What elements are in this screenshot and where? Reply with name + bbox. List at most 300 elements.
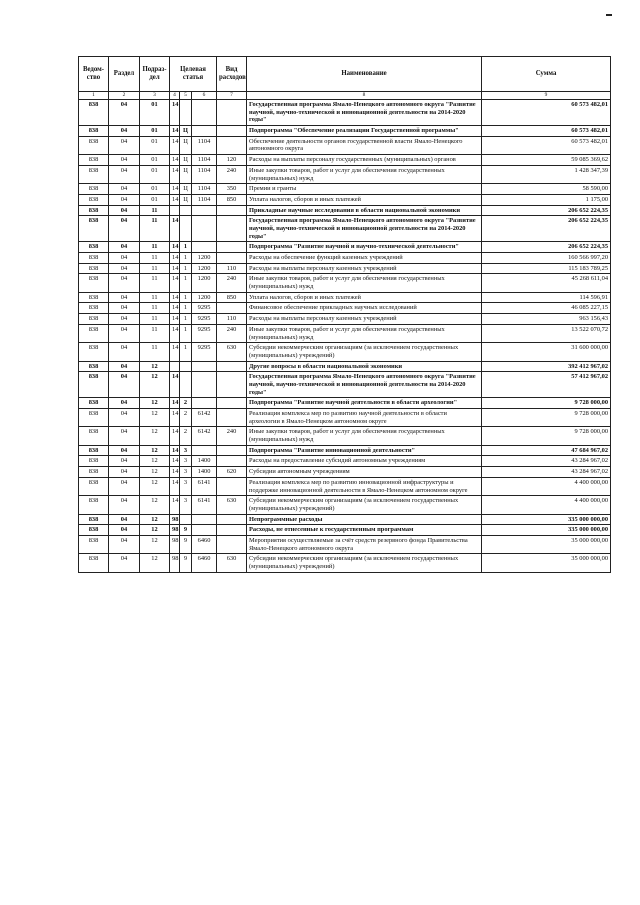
item-sum: 392 412 967,02 <box>482 361 611 372</box>
subprogram-code: Ц <box>180 165 192 183</box>
table-row <box>79 314 611 325</box>
item-name: Расходы на выплаты персоналу государственных (муниципальных) органов <box>247 155 482 166</box>
expense-type-code: 240 <box>217 165 247 183</box>
department-code: 838 <box>79 292 109 303</box>
program-code: 14 <box>170 409 180 427</box>
program-code: 98 <box>170 554 180 572</box>
subsection-code: 01 <box>140 184 170 195</box>
item-name: Уплата налогов, сборов и иных платежей <box>247 292 482 303</box>
department-code: 838 <box>79 136 109 154</box>
item-name: Субсидии некоммерческим организациям (за исключением государственных (муниципальных) учреждений) <box>247 554 482 572</box>
department-code: 838 <box>79 324 109 342</box>
subprogram-code: 9 <box>180 554 192 572</box>
header-subsection: Подраз-дел <box>140 57 170 92</box>
subsection-code: 11 <box>140 216 170 242</box>
table-row <box>79 216 611 242</box>
item-sum: 160 566 997,20 <box>482 253 611 264</box>
department-code: 838 <box>79 165 109 183</box>
item-name: Премии и гранты <box>247 184 482 195</box>
table-row <box>79 303 611 314</box>
subprogram-code <box>180 361 192 372</box>
section-code: 04 <box>109 525 140 536</box>
subprogram-code: 2 <box>180 398 192 409</box>
section-code: 04 <box>109 398 140 409</box>
department-code: 838 <box>79 535 109 553</box>
subprogram-code <box>180 205 192 216</box>
table-row <box>79 324 611 342</box>
expense-type-code: 850 <box>217 292 247 303</box>
table-row <box>79 126 611 137</box>
subsection-code: 12 <box>140 525 170 536</box>
program-code: 14 <box>170 303 180 314</box>
program-code: 14 <box>170 136 180 154</box>
item-name: Субсидии некоммерческим организациям (за исключением государственных (муниципальных) учреждений) <box>247 343 482 361</box>
expense-type-code: 350 <box>217 184 247 195</box>
section-code: 04 <box>109 194 140 205</box>
program-code: 14 <box>170 165 180 183</box>
item-sum: 35 000 000,00 <box>482 554 611 572</box>
expense-type-code <box>217 477 247 495</box>
table-row <box>79 253 611 264</box>
subprogram-code <box>180 216 192 242</box>
item-sum: 43 284 967,02 <box>482 456 611 467</box>
program-code: 98 <box>170 514 180 525</box>
subsection-code: 01 <box>140 126 170 137</box>
table-row <box>79 535 611 553</box>
department-code: 838 <box>79 155 109 166</box>
table-body <box>79 100 611 573</box>
expense-type-code <box>217 205 247 216</box>
subprogram-code: 3 <box>180 477 192 495</box>
item-name: Подпрограмма "Обеспечение реализации Государственной программы" <box>247 126 482 137</box>
department-code: 838 <box>79 205 109 216</box>
program-code: 14 <box>170 184 180 195</box>
item-name: Финансовое обеспечение прикладных научных исследований <box>247 303 482 314</box>
subprogram-code: 1 <box>180 292 192 303</box>
subsection-code: 12 <box>140 535 170 553</box>
item-name: Прикладные научные исследования в области национальной экономики <box>247 205 482 216</box>
expense-type-code <box>217 409 247 427</box>
section-code: 04 <box>109 303 140 314</box>
subprogram-code <box>180 100 192 126</box>
column-number: 6 <box>192 92 217 100</box>
expense-type-code <box>217 303 247 314</box>
article-code: 9295 <box>192 314 217 325</box>
department-code: 838 <box>79 314 109 325</box>
expense-type-code: 630 <box>217 343 247 361</box>
section-code: 04 <box>109 126 140 137</box>
section-code: 04 <box>109 274 140 292</box>
item-sum: 335 000 000,00 <box>482 525 611 536</box>
table-row <box>79 361 611 372</box>
item-name: Непрограммные расходы <box>247 514 482 525</box>
column-number: 1 <box>79 92 109 100</box>
article-code: 1200 <box>192 274 217 292</box>
subprogram-code: Ц <box>180 155 192 166</box>
item-name: Расходы на предоставление субсидий автономным учреждениям <box>247 456 482 467</box>
subsection-code: 11 <box>140 274 170 292</box>
program-code: 98 <box>170 525 180 536</box>
expense-type-code <box>217 535 247 553</box>
department-code: 838 <box>79 372 109 398</box>
department-code: 838 <box>79 253 109 264</box>
subsection-code: 01 <box>140 136 170 154</box>
article-code: 6460 <box>192 535 217 553</box>
subprogram-code: 1 <box>180 263 192 274</box>
article-code <box>192 372 217 398</box>
item-sum: 46 085 227,15 <box>482 303 611 314</box>
expense-type-code <box>217 242 247 253</box>
article-code: 1104 <box>192 165 217 183</box>
subsection-code: 12 <box>140 554 170 572</box>
expense-type-code <box>217 372 247 398</box>
program-code: 14 <box>170 398 180 409</box>
article-code: 6141 <box>192 496 217 514</box>
item-sum: 57 412 967,02 <box>482 372 611 398</box>
section-code: 04 <box>109 361 140 372</box>
expense-type-code: 240 <box>217 274 247 292</box>
subsection-code: 12 <box>140 514 170 525</box>
item-name: Расходы, не отнесенные к государственным программам <box>247 525 482 536</box>
table-row <box>79 155 611 166</box>
program-code <box>170 205 180 216</box>
table-row <box>79 205 611 216</box>
section-code: 04 <box>109 100 140 126</box>
subsection-code: 12 <box>140 372 170 398</box>
program-code: 14 <box>170 314 180 325</box>
expense-type-code: 240 <box>217 324 247 342</box>
item-name: Уплата налогов, сборов и иных платежей <box>247 194 482 205</box>
subsection-code: 12 <box>140 409 170 427</box>
expense-type-code <box>217 525 247 536</box>
subprogram-code: 9 <box>180 535 192 553</box>
expense-type-code <box>217 445 247 456</box>
section-code: 04 <box>109 496 140 514</box>
table-row <box>79 136 611 154</box>
table-row <box>79 456 611 467</box>
subsection-code: 11 <box>140 253 170 264</box>
expense-type-code <box>217 126 247 137</box>
item-sum: 13 522 070,72 <box>482 324 611 342</box>
subprogram-code: 2 <box>180 409 192 427</box>
article-code <box>192 100 217 126</box>
section-code: 04 <box>109 343 140 361</box>
item-name: Субсидии автономным учреждениям <box>247 467 482 478</box>
program-code: 14 <box>170 263 180 274</box>
item-name: Подпрограмма "Развитие инновационной деятельности" <box>247 445 482 456</box>
article-code: 1400 <box>192 456 217 467</box>
expense-type-code: 630 <box>217 496 247 514</box>
item-sum: 963 156,43 <box>482 314 611 325</box>
department-code: 838 <box>79 216 109 242</box>
department-code: 838 <box>79 398 109 409</box>
item-sum: 1 175,00 <box>482 194 611 205</box>
column-number: 7 <box>217 92 247 100</box>
column-number: 8 <box>247 92 482 100</box>
item-name: Иные закупки товаров, работ и услуг для обеспечения государственных (муниципальных) нужд <box>247 274 482 292</box>
table-row <box>79 525 611 536</box>
item-name: Другие вопросы в области национальной экономики <box>247 361 482 372</box>
expense-type-code <box>217 253 247 264</box>
table-row <box>79 194 611 205</box>
subprogram-code: 3 <box>180 467 192 478</box>
subsection-code: 12 <box>140 477 170 495</box>
table-row <box>79 100 611 126</box>
table-row <box>79 184 611 195</box>
subprogram-code: Ц <box>180 126 192 137</box>
section-code: 04 <box>109 205 140 216</box>
program-code: 14 <box>170 467 180 478</box>
expense-type-code: 110 <box>217 263 247 274</box>
article-code <box>192 242 217 253</box>
subsection-code: 01 <box>140 155 170 166</box>
article-code: 1200 <box>192 263 217 274</box>
item-name: Иные закупки товаров, работ и услуг для обеспечения государственных (муниципальных) нужд <box>247 427 482 445</box>
department-code: 838 <box>79 126 109 137</box>
article-code <box>192 126 217 137</box>
table-row <box>79 263 611 274</box>
department-code: 838 <box>79 409 109 427</box>
department-code: 838 <box>79 496 109 514</box>
item-name: Государственная программа Ямало-Ненецкого автономного округа "Развитие научной, научно-технической и инновационной деятельности на 2014-2020 годы" <box>247 216 482 242</box>
table-row <box>79 292 611 303</box>
department-code: 838 <box>79 456 109 467</box>
header-expense-type: Вид расходов <box>217 57 247 92</box>
department-code: 838 <box>79 274 109 292</box>
table-row <box>79 496 611 514</box>
table-row <box>79 242 611 253</box>
item-name: Государственная программа Ямало-Ненецкого автономного округа "Развитие научной, научно-технической и инновационной деятельности на 2014-2020 годы" <box>247 372 482 398</box>
item-name: Подпрограмма "Развитие научной деятельности в области археологии" <box>247 398 482 409</box>
item-sum: 9 728 000,00 <box>482 398 611 409</box>
item-name: Мероприятия осуществляемые за счёт средств резервного фонда Правительства Ямало-Ненецкого автономного округа <box>247 535 482 553</box>
subsection-code: 12 <box>140 467 170 478</box>
article-code: 6460 <box>192 554 217 572</box>
department-code: 838 <box>79 194 109 205</box>
program-code: 14 <box>170 155 180 166</box>
department-code: 838 <box>79 554 109 572</box>
article-code: 1104 <box>192 136 217 154</box>
section-code: 04 <box>109 372 140 398</box>
section-code: 04 <box>109 445 140 456</box>
item-name: Иные закупки товаров, работ и услуг для обеспечения государственных (муниципальных) нужд <box>247 165 482 183</box>
item-sum: 335 000 000,00 <box>482 514 611 525</box>
table-row <box>79 343 611 361</box>
article-code: 9295 <box>192 303 217 314</box>
column-number: 9 <box>482 92 611 100</box>
column-number: 3 <box>140 92 170 100</box>
section-code: 04 <box>109 165 140 183</box>
subprogram-code: 3 <box>180 445 192 456</box>
article-code <box>192 205 217 216</box>
subprogram-code: 9 <box>180 525 192 536</box>
item-sum: 4 400 000,00 <box>482 477 611 495</box>
expense-type-code: 630 <box>217 554 247 572</box>
department-code: 838 <box>79 514 109 525</box>
item-sum: 60 573 482,01 <box>482 136 611 154</box>
article-code <box>192 361 217 372</box>
item-sum: 31 600 000,00 <box>482 343 611 361</box>
section-code: 04 <box>109 292 140 303</box>
subprogram-code: 1 <box>180 314 192 325</box>
subsection-code: 12 <box>140 361 170 372</box>
table-row <box>79 477 611 495</box>
item-name: Обеспечение деятельности органов государственной власти Ямало-Ненецкого автономного округа <box>247 136 482 154</box>
item-sum: 45 268 611,04 <box>482 274 611 292</box>
item-sum: 35 000 000,00 <box>482 535 611 553</box>
article-code: 1400 <box>192 467 217 478</box>
table-row <box>79 554 611 572</box>
item-name: Субсидии некоммерческим организациям (за исключением государственных (муниципальных) учреждений) <box>247 496 482 514</box>
item-name: Реализация комплекса мер по развитию научной деятельности в области археологии в Ямало-Ненецком автономном округе <box>247 409 482 427</box>
item-sum: 9 728 000,00 <box>482 409 611 427</box>
department-code: 838 <box>79 445 109 456</box>
section-code: 04 <box>109 554 140 572</box>
item-name: Расходы на обеспечение функций казенных учреждений <box>247 253 482 264</box>
column-number: 5 <box>180 92 192 100</box>
section-code: 04 <box>109 155 140 166</box>
program-code: 14 <box>170 477 180 495</box>
table-row <box>79 427 611 445</box>
subsection-code: 12 <box>140 445 170 456</box>
section-code: 04 <box>109 136 140 154</box>
section-code: 04 <box>109 253 140 264</box>
section-code: 04 <box>109 456 140 467</box>
program-code: 14 <box>170 292 180 303</box>
program-code: 14 <box>170 216 180 242</box>
table-row <box>79 398 611 409</box>
expense-type-code <box>217 361 247 372</box>
subprogram-code: 1 <box>180 242 192 253</box>
section-code: 04 <box>109 314 140 325</box>
item-sum: 9 728 000,00 <box>482 427 611 445</box>
item-sum: 4 400 000,00 <box>482 496 611 514</box>
section-code: 04 <box>109 409 140 427</box>
subsection-code: 01 <box>140 165 170 183</box>
item-sum: 206 652 224,35 <box>482 216 611 242</box>
table-row <box>79 409 611 427</box>
department-code: 838 <box>79 184 109 195</box>
expense-type-code: 240 <box>217 427 247 445</box>
article-code: 1200 <box>192 253 217 264</box>
column-number: 2 <box>109 92 140 100</box>
subsection-code: 11 <box>140 343 170 361</box>
item-sum: 206 652 224,35 <box>482 205 611 216</box>
program-code: 14 <box>170 126 180 137</box>
section-code: 04 <box>109 242 140 253</box>
item-sum: 60 573 482,01 <box>482 100 611 126</box>
table-row <box>79 514 611 525</box>
subprogram-code: 1 <box>180 274 192 292</box>
section-code: 04 <box>109 184 140 195</box>
header-department: Ведом-ство <box>79 57 109 92</box>
subsection-code: 11 <box>140 263 170 274</box>
section-code: 04 <box>109 467 140 478</box>
item-sum: 115 183 789,25 <box>482 263 611 274</box>
table-row <box>79 165 611 183</box>
subsection-code: 11 <box>140 324 170 342</box>
article-code: 1104 <box>192 194 217 205</box>
article-code <box>192 445 217 456</box>
program-code: 14 <box>170 427 180 445</box>
section-code: 04 <box>109 477 140 495</box>
subsection-code: 01 <box>140 194 170 205</box>
department-code: 838 <box>79 343 109 361</box>
item-sum: 43 284 967,02 <box>482 467 611 478</box>
article-code: 1104 <box>192 184 217 195</box>
section-code: 04 <box>109 535 140 553</box>
item-sum: 58 590,00 <box>482 184 611 195</box>
item-sum: 59 085 369,62 <box>482 155 611 166</box>
article-code: 9295 <box>192 324 217 342</box>
department-code: 838 <box>79 242 109 253</box>
table-row <box>79 467 611 478</box>
subprogram-code: 1 <box>180 343 192 361</box>
department-code: 838 <box>79 303 109 314</box>
item-name: Подпрограмма "Развитие научной и научно-технической деятельности" <box>247 242 482 253</box>
item-sum: 60 573 482,01 <box>482 126 611 137</box>
section-code: 04 <box>109 263 140 274</box>
subprogram-code: Ц <box>180 194 192 205</box>
department-code: 838 <box>79 263 109 274</box>
expense-type-code: 110 <box>217 314 247 325</box>
article-code: 1200 <box>192 292 217 303</box>
subsection-code: 12 <box>140 427 170 445</box>
program-code: 14 <box>170 194 180 205</box>
subsection-code: 01 <box>140 100 170 126</box>
department-code: 838 <box>79 525 109 536</box>
table-row <box>79 445 611 456</box>
column-number-row <box>79 92 611 100</box>
subprogram-code: Ц <box>180 184 192 195</box>
subsection-code: 11 <box>140 303 170 314</box>
subsection-code: 11 <box>140 314 170 325</box>
article-code: 9295 <box>192 343 217 361</box>
program-code: 14 <box>170 274 180 292</box>
article-code: 1104 <box>192 155 217 166</box>
expense-type-code <box>217 100 247 126</box>
header-sum: Сумма <box>482 57 611 92</box>
article-code <box>192 216 217 242</box>
section-code: 04 <box>109 324 140 342</box>
subprogram-code <box>180 514 192 525</box>
article-code: 6141 <box>192 477 217 495</box>
subprogram-code <box>180 372 192 398</box>
subsection-code: 11 <box>140 292 170 303</box>
expense-type-code <box>217 398 247 409</box>
program-code: 14 <box>170 324 180 342</box>
department-code: 838 <box>79 427 109 445</box>
item-sum: 206 652 224,35 <box>482 242 611 253</box>
program-code: 14 <box>170 242 180 253</box>
column-number: 4 <box>170 92 180 100</box>
table-row <box>79 372 611 398</box>
subsection-code: 11 <box>140 205 170 216</box>
article-code <box>192 514 217 525</box>
expense-type-code <box>217 136 247 154</box>
expense-type-code <box>217 514 247 525</box>
subprogram-code: 1 <box>180 303 192 314</box>
expense-type-code <box>217 456 247 467</box>
item-sum: 114 596,91 <box>482 292 611 303</box>
subsection-code: 12 <box>140 496 170 514</box>
program-code: 98 <box>170 535 180 553</box>
subsection-code: 12 <box>140 398 170 409</box>
item-name: Иные закупки товаров, работ и услуг для обеспечения государственных (муниципальных) нужд <box>247 324 482 342</box>
article-code: 6142 <box>192 409 217 427</box>
program-code: 14 <box>170 100 180 126</box>
program-code: 14 <box>170 445 180 456</box>
